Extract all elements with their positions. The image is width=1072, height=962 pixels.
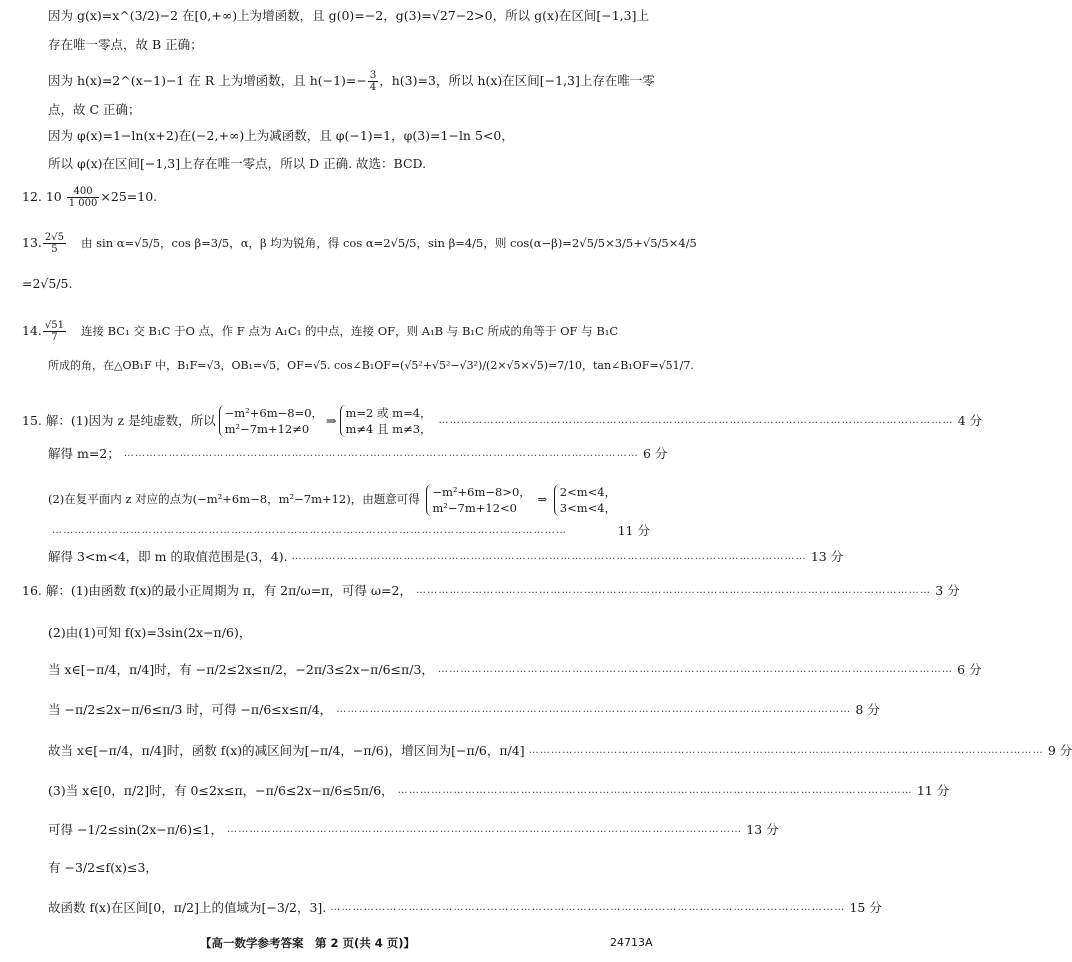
question-12-answer [22,186,157,209]
q16-step-5-text: 故当 x∈[−π/4，π/4]时，函数 f(x)的减区间为[−π/4，−π/6)，增区间为[−π/6，π/4] [48,743,525,758]
q16-step-3-text: 当 x∈[−π/4，π/4]时，有 −π/2≤2x≤π/2，−2π/3≤2x−π/6≤π/3， [48,662,434,677]
q15-result-1-eq2: m≠4 且 m≠3， [345,422,432,436]
q16-step-6-points: 11 分 [916,783,950,798]
q16-step-2: (2)由(1)可知 f(x)=3sin(2x−π/6)， [48,625,252,640]
text-line-d-correct: 所以 φ(x)在区间[−1,3]上存在唯一零点，所以 D 正确. 故选：BCD. [48,156,427,171]
q12-label: 12. 10 [22,189,62,204]
q15-step-1 [22,405,983,437]
q15-step-1-text: 15. 解：(1)因为 z 是纯虚数，所以 [22,413,216,428]
fraction-denominator: 4 [369,82,377,93]
q16-step-9-text: 故函数 f(x)在区间[0，π/2]上的值域为[−3/2，3]. [48,900,327,915]
q16-step-4-text: 当 −π/2≤2x−π/6≤π/3 时，可得 −π/6≤x≤π/4， [48,702,333,717]
q15-result-system-1 [340,405,432,437]
q15-result-1-eq1: m=2 或 m=4， [345,406,432,420]
leader-dots: ………………………………………………………………………………………………………………………… [438,415,954,426]
footer-code: 24713A [610,936,653,949]
leader-dots: ………………………………………………………………………………………………………………………… [227,824,743,835]
q16-step-7-text: 可得 −1/2≤sin(2x−π/6)≤1， [48,822,224,837]
q12-tail: ×25=10. [100,189,158,204]
fraction-numerator: 3 [369,70,377,81]
question-13-answer [22,232,697,255]
q13-label: 13. [22,235,42,250]
leader-dots: ………………………………………………………………………………………………………………………… [415,585,932,596]
q15-step-4-text: 解得 3<m<4，即 m 的取值范围是(3，4). [48,549,288,564]
h-function-text: 因为 h(x)=2^(x−1)−1 在 R 上为增函数，且 h(−1)=− [48,73,367,88]
q16-step-1-points: 3 分 [935,583,960,598]
leader-dots: ………………………………………………………………………………………………………………………… [528,745,1044,756]
leader-dots: ………………………………………………………………………………………………………………………… [291,551,807,562]
q15-result-system-2 [554,484,616,516]
q16-step-9 [48,900,882,916]
q15-system-1 [219,405,323,437]
leader-dots: ………………………………………………………………………………………………………………………… [336,704,852,715]
q15-step-4-points: 13 分 [810,549,844,564]
text-line-phi-function: 因为 φ(x)=1−ln(x+2)在(−2,+∞)上为减函数，且 φ(−1)=1，φ(3)=1−ln 5<0， [48,128,514,143]
q15-step-3-text: (2)在复平面内 z 对应的点为(−m²+6m−8，m²−7m+12)，由题意可得 [48,492,420,506]
q14-solution: 连接 BC₁ 交 B₁C 于O 点，作 F 点为 A₁C₁ 的中点，连接 OF，则 A₁B 与 B₁C 所成的角等于 OF 与 B₁C [80,324,619,338]
text-line-b-correct: 存在唯一零点，故 B 正确； [48,37,203,52]
text-line-c-correct: 点，故 C 正确； [48,102,141,117]
q15-system-1-eq2: m²−7m+12≠0 [224,422,310,436]
q16-step-6-text: (3)当 x∈[0，π/2]时，有 0≤2x≤π，−π/6≤2x−π/6≤5π/6， [48,783,394,798]
q15-system-1-eq1: −m²+6m−8=0， [224,406,324,420]
q16-step-4-points: 8 分 [855,702,880,717]
q14-solution-line2: 所成的角，在△OB₁F 中，B₁F=√3，OB₁=√5，OF=√5. cos∠B₁OF=(√5²+√5²−√3²)/(2×√5×√5)=7/10，tan∠B₁OF=√51/7. [48,359,694,372]
footer-title: 【高一数学参考答案 第 2 页(共 4 页)】 [200,936,416,950]
q12-denominator: 1 000 [68,198,98,209]
leader-dots: ………………………………………………………………………………………………………………………… [397,785,913,796]
leader-dots: ………………………………………………………………………………………………………………………… [123,448,639,459]
q15-system-2 [426,484,530,516]
leader-dots: ………………………………………………………………………………………………………………………… [52,525,568,536]
q15-step-2-text: 解得 m=2； [48,446,120,461]
text-line-h-function [48,70,655,93]
q13-answer-denominator: 5 [51,244,58,255]
h-function-tail: ，h(3)=3，所以 h(x)在区间[−1,3]上存在唯一零 [379,73,655,88]
leader-dots: ………………………………………………………………………………………………………………………… [437,664,954,675]
q16-step-1-text: 16. 解：(1)由函数 f(x)的最小正周期为 π，有 2π/ω=π，可得 ω=2， [22,583,412,598]
q15-system-2-eq2: m²−7m+12<0 [432,501,517,515]
q14-answer-numerator: √51 [44,320,64,331]
q16-step-7 [48,822,779,838]
text-line-g-function: 因为 g(x)=x^(3/2)−2 在[0,+∞)上为增函数，且 g(0)=−2，g(3)=√27−2>0，所以 g(x)在区间[−1,3]上 [48,8,649,23]
q13-result-line: =2√5/5. [22,276,73,291]
q16-step-8: 有 −3/2≤f(x)≤3， [48,860,158,875]
q16-step-7-points: 13 分 [746,822,779,837]
q14-answer-fraction [43,320,66,343]
q15-step-3-score [48,523,650,539]
q13-answer-numerator: 2√5 [44,232,64,243]
q15-implies-arrow-1: ⇒ [326,413,337,428]
q16-step-6 [48,783,950,799]
q15-step-3-points: 11 分 [617,523,650,538]
q15-step-3 [48,484,619,516]
q12-numerator: 400 [67,186,100,198]
q16-step-1 [22,583,960,599]
q15-result-2-eq2: 3<m<4， [559,501,617,515]
q15-step-1-points: 4 分 [957,413,983,428]
q12-fraction [67,186,100,209]
fraction-three-quarters [368,70,378,93]
q15-step-2-points: 6 分 [642,446,668,461]
q16-step-9-points: 15 分 [849,900,882,915]
q15-step-4 [48,549,844,565]
q16-step-5 [48,743,1072,759]
q13-solution: 由 sin α=√5/5，cos β=3/5，α，β 均为锐角，得 cos α=2√5/5，sin β=4/5，则 cos(α−β)=2√5/5×3/5+√5/5×4/5 [80,236,697,250]
q15-system-2-eq1: −m²+6m−8>0， [432,485,531,499]
q16-step-3-points: 6 分 [957,662,982,677]
q16-step-5-points: 9 分 [1047,743,1072,758]
leader-dots: ………………………………………………………………………………………………………………………… [330,902,846,913]
question-14-answer [22,320,618,343]
q14-label: 14. [22,323,42,338]
q15-step-2 [48,446,668,462]
q15-implies-arrow-2: ⇒ [537,492,548,506]
q13-answer-fraction [43,232,66,255]
q14-answer-denominator: 7 [51,332,58,343]
q16-step-3 [48,662,982,678]
q16-step-4 [48,702,880,718]
q15-result-2-eq1: 2<m<4， [559,485,617,499]
